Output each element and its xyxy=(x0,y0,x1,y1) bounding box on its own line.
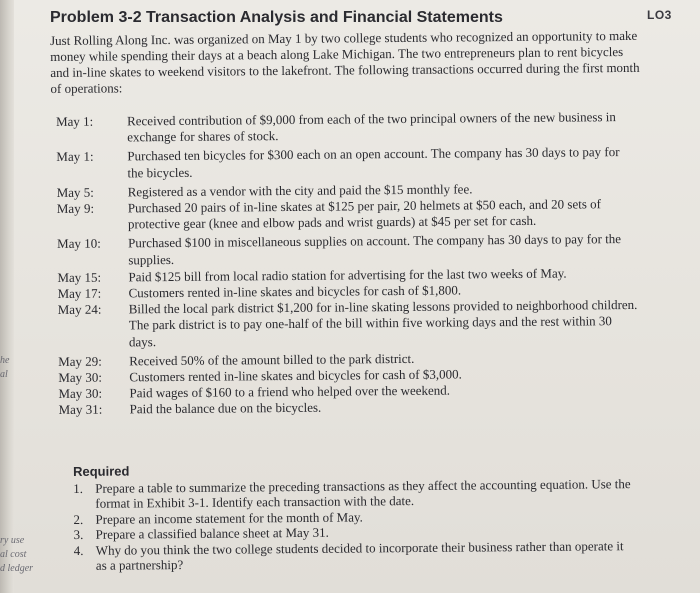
required-item-number: 1. xyxy=(73,480,84,496)
required-item xyxy=(73,476,633,512)
transaction-date: May 24: xyxy=(57,301,102,318)
margin-fragment: ry use xyxy=(0,535,25,546)
learning-objective-tag: LO3 xyxy=(647,8,672,22)
transaction-date: May 5: xyxy=(56,184,94,200)
transaction-date: May 10: xyxy=(57,236,101,252)
problem-title: Problem 3-2 Transaction Analysis and Financial Statements xyxy=(50,9,503,26)
transaction-text: Paid the balance due on the bicycles. xyxy=(129,400,322,417)
transaction-text: Billed the local park district $1,200 for in-line skating lessons provided to neighborhood children. The park district is to pay one-half of the bill within five working days and the rest within 30 days. xyxy=(128,297,638,350)
transaction-text: Purchased 20 pairs of in-line skates at $125 per pair, 20 helmets at $50 each, and 20 sets of protective gear (knee and elbow pads and wrist guards) at $45 per set for cash. xyxy=(127,196,602,232)
transactions-list xyxy=(56,109,639,419)
transaction-date: May 1: xyxy=(56,113,94,129)
margin-fragment: al xyxy=(0,369,8,380)
required-item-text: Why do you think the two college students decided to incorporate their business rather than operate it as a partnership? xyxy=(95,537,624,573)
transaction-date: May 29: xyxy=(58,353,102,369)
transaction-text: Customers rented in-line skates and bicycles for cash of $1,800. xyxy=(128,282,462,301)
book-spine-shadow xyxy=(0,0,14,593)
transaction-text: Registered as a vendor with the city and paid the $15 monthly fee. xyxy=(127,181,473,200)
transaction-text: Received contribution of $9,000 from each of the two principal owners of the new business in exchange for shares of stock. xyxy=(126,109,616,145)
transaction-date: May 1: xyxy=(56,149,94,165)
transaction-text: Purchased ten bicycles for $300 each on an open account. The company has 30 days to pay for the bicycles. xyxy=(127,144,620,180)
required-item-text: Prepare a table to summarize the preceding transactions as they affect the accounting equation. Use the format in Exhibit 3-1. Identify each transaction with the date. xyxy=(95,475,631,511)
required-item-number: 2. xyxy=(73,511,84,527)
required-item xyxy=(74,538,634,574)
transaction-row xyxy=(56,109,636,146)
required-heading: Required xyxy=(73,463,130,479)
required-section xyxy=(73,459,634,573)
transaction-text: Customers rented in-line skates and bicycles for cash of $3,000. xyxy=(129,366,462,385)
transaction-text: Purchased $100 in miscellaneous supplies on account. The company has 30 days to pay for the supplies. xyxy=(128,231,622,267)
transaction-row xyxy=(57,231,637,268)
transaction-date: May 31: xyxy=(58,402,103,418)
problem-intro: Just Rolling Along Inc. was organized on May 1 by two college students who recognized an opportunity to make money while spending their days at a beach along Lake Michigan. The two entrepreneurs plan to rent bicycles and in-line skates to weekend visitors to the lakefront. The following transactions occurred during the first month of operations: xyxy=(50,27,640,96)
transaction-date: May 30: xyxy=(58,385,103,402)
required-item-number: 4. xyxy=(73,542,84,558)
transaction-date: May 15: xyxy=(57,269,102,285)
transaction-text: Paid $125 bill from local radio station for advertising for the last two weeks of May. xyxy=(128,265,567,285)
transaction-date: May 17: xyxy=(57,285,102,302)
margin-fragment: d ledger xyxy=(0,563,34,574)
transaction-text: Paid wages of $160 to a friend who helped over the weekend. xyxy=(129,382,451,401)
transaction-row xyxy=(57,196,637,233)
margin-fragment: he xyxy=(0,355,10,366)
transaction-date: May 9: xyxy=(56,200,95,217)
margin-fragment: al cost xyxy=(0,549,27,560)
transaction-row xyxy=(58,297,638,351)
required-item-text: Prepare a classified balance sheet at May 31. xyxy=(95,524,329,542)
transaction-date: May 30: xyxy=(58,369,103,386)
transaction-row xyxy=(56,144,636,181)
transaction-text: Received 50% of the amount billed to the park district. xyxy=(129,350,415,369)
required-item-number: 3. xyxy=(73,526,84,542)
required-item-text: Prepare an income statement for the month of May. xyxy=(95,508,363,527)
